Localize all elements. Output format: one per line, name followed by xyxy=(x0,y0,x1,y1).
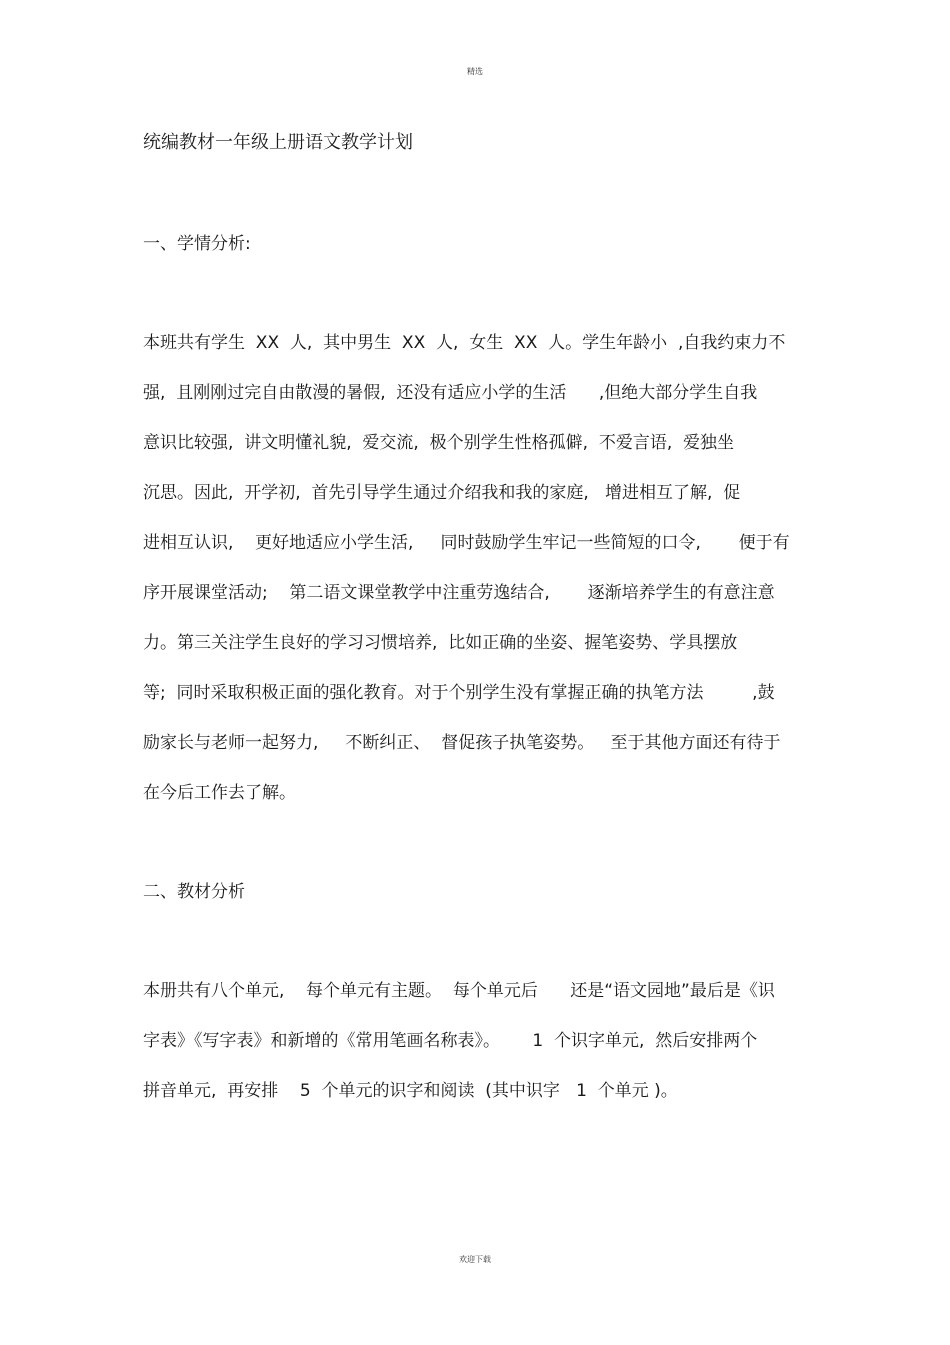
footer-watermark: 欢迎下载 xyxy=(459,1255,491,1264)
text-line: 本班共有学生 XX 人, 其中男生 XX 人, 女生 XX 人。学生年龄小 ,自我约束力不 xyxy=(143,333,786,353)
text-line: 进相互认识, 更好地适应小学生活, 同时鼓励学生牢记一些简短的口令, 便于有 xyxy=(143,533,790,553)
text-line: 励家长与老师一起努力, 不断纠正、 督促孩子执笔姿势。 至于其他方面还有待于 xyxy=(143,733,781,753)
text-line: 等; 同时采取积极正面的强化教育。对于个别学生没有掌握正确的执笔方法 ,鼓 xyxy=(143,683,775,703)
text-line: 序开展课堂活动; 第二语文课堂教学中注重劳逸结合, 逐渐培养学生的有意注意 xyxy=(143,583,775,603)
text-line: 力。第三关注学生良好的学习习惯培养, 比如正确的坐姿、握笔姿势、学具摆放 xyxy=(143,633,738,653)
section-1-paragraph xyxy=(143,330,808,830)
text-line: 强, 且刚刚过完自由散漫的暑假, 还没有适应小学的生活 ,但绝大部分学生自我 xyxy=(143,383,758,403)
header-watermark: 精选 xyxy=(467,67,483,76)
text-line: 沉思。因此, 开学初, 首先引导学生通过介绍我和我的家庭, 增进相互了解, 促 xyxy=(143,483,741,503)
section-1-heading: 一、学情分析: xyxy=(143,234,251,254)
text-line: 拼音单元, 再安排 5 个单元的识字和阅读 (其中识字 1 个单元 )。 xyxy=(143,1081,678,1101)
section-2-paragraph xyxy=(143,978,808,1128)
document-title: 统编教材一年级上册语文教学计划 xyxy=(143,132,413,153)
text-line: 本册共有八个单元, 每个单元有主题。 每个单元后 还是“语文园地”最后是《识 xyxy=(143,981,775,1001)
text-line: 在今后工作去了解。 xyxy=(143,783,296,803)
text-line: 意识比较强, 讲文明懂礼貌, 爱交流, 极个别学生性格孤僻, 不爱言语, 爱独坐 xyxy=(143,433,735,453)
text-line: 字表》《写字表》和新增的《常用笔画名称表》。 1 个识字单元, 然后安排两个 xyxy=(143,1031,758,1051)
section-2-heading: 二、教材分析 xyxy=(143,882,245,902)
